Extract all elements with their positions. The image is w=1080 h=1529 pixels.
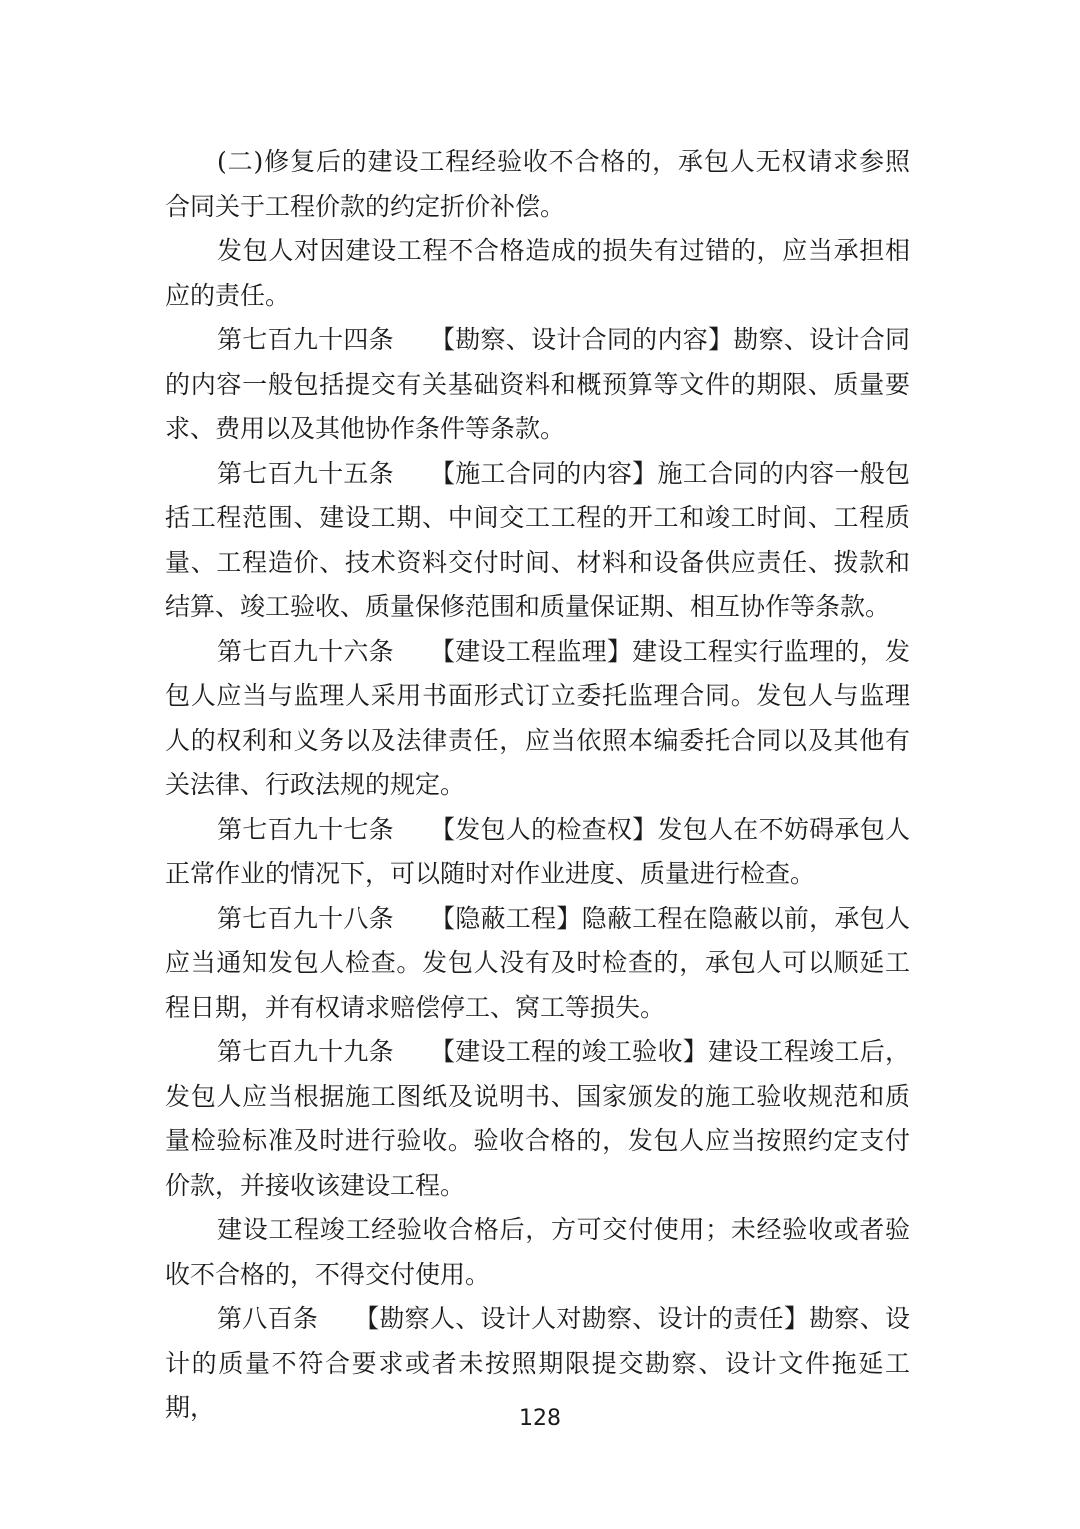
page-body [165, 140, 910, 1431]
article-797 [165, 808, 910, 897]
article-799 [165, 1030, 910, 1208]
article-798 [165, 897, 910, 1031]
article-text: 【勘察人、设计人对勘察、设计的责任】勘察、设计的质量不符合要求或者未按照期限提交勘察、设计文件拖延工期， [165, 1304, 910, 1422]
page-number: 128 [519, 1406, 561, 1431]
article-number: 第八百条 [217, 1304, 319, 1333]
paragraph-text: (二)修复后的建设工程经验收不合格的，承包人无权请求参照合同关于工程价款的约定折价补偿。 [165, 147, 910, 221]
article-text: 【勘察、设计合同的内容】勘察、设计合同的内容一般包括提交有关基础资料和概预算等文件的期限、质量要求、费用以及其他协作条件等条款。 [165, 325, 910, 443]
article-text: 【施工合同的内容】施工合同的内容一般包括工程范围、建设工期、中间交工工程的开工和竣工时间、工程质量、工程造价、技术资料交付时间、材料和设备供应责任、拨款和结算、竣工验收、质量保修范围和质量保证期、相互协作等条款。 [165, 458, 910, 621]
paragraph-799-2 [165, 1208, 910, 1297]
article-number: 第七百九十八条 [217, 903, 394, 933]
article-text: 【隐蔽工程】隐蔽工程在隐蔽以前，承包人应当通知发包人检查。发包人没有及时检查的，承包人可以顺延工程日期，并有权请求赔偿停工、窝工等损失。 [165, 903, 910, 1022]
article-number: 第七百九十六条 [217, 636, 394, 666]
article-number: 第七百九十四条 [217, 325, 394, 354]
article-number: 第七百九十五条 [217, 458, 394, 488]
paragraph-1 [165, 140, 910, 229]
article-number: 第七百九十九条 [217, 1037, 394, 1066]
article-text: 【发包人的检查权】发包人在不妨碍承包人正常作业的情况下，可以随时对作业进度、质量进行检查。 [165, 814, 910, 888]
paragraph-text: 建设工程竣工经验收合格后，方可交付使用；未经验收或者验收不合格的，不得交付使用。 [165, 1215, 910, 1289]
article-number: 第七百九十七条 [217, 814, 394, 844]
article-796 [165, 630, 910, 808]
paragraph-text: 发包人对因建设工程不合格造成的损失有过错的，应当承担相应的责任。 [165, 236, 910, 310]
article-794 [165, 318, 910, 452]
article-795 [165, 452, 910, 630]
paragraph-2 [165, 229, 910, 318]
article-text: 【建设工程监理】建设工程实行监理的，发包人应当与监理人采用书面形式订立委托监理合同。发包人与监理人的权利和义务以及法律责任，应当依照本编委托合同以及其他有关法律、行政法规的规定。 [165, 636, 910, 799]
article-text: 【建设工程的竣工验收】建设工程竣工后，发包人应当根据施工图纸及说明书、国家颁发的施工验收规范和质量检验标准及时进行验收。验收合格的，发包人应当按照约定支付价款，并接收该建设工程。 [165, 1037, 910, 1200]
